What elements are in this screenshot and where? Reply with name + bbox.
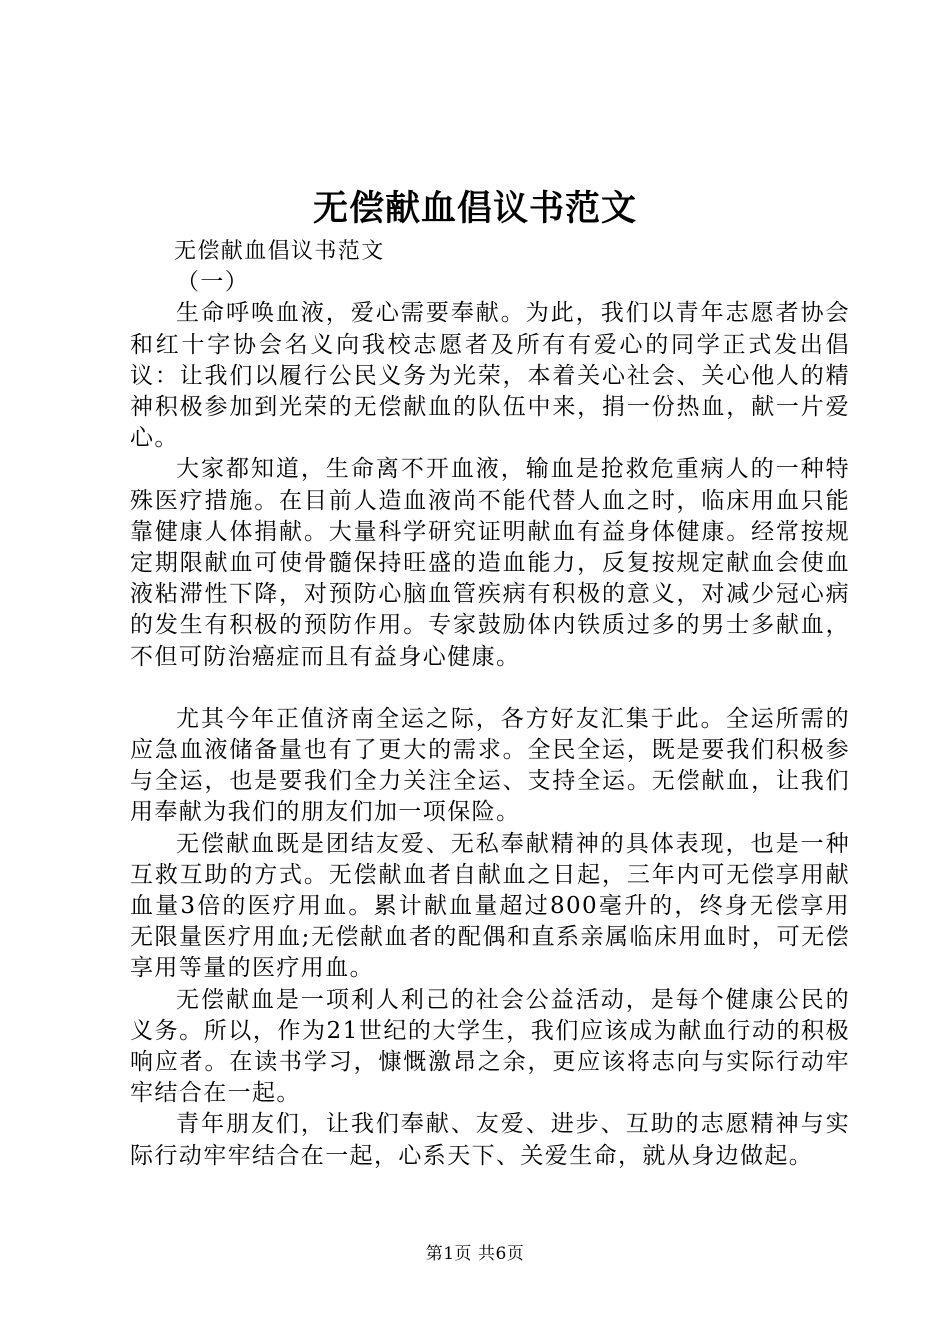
paragraph-5: 无偿献血是一项利人利己的社会公益活动，是每个健康公民的义务。所以，作为21世纪的大学生，我们应该成为献血行动的积极响应者。在读书学习，慷慨激昂之余，更应该将志向与实际行动牢牢结合在一起。 — [130, 986, 850, 1107]
paragraph-6: 青年朋友们，让我们奉献、友爱、进步、互助的志愿精神与实际行动牢牢结合在一起，心系天下、关爱生命，就从身边做起。 — [130, 1111, 850, 1169]
paragraph-4: 无偿献血既是团结友爱、无私奉献精神的具体表现，也是一种互救互助的方式。无偿献血者自献血之日起，三年内可无偿享用献血量3倍的医疗用血。累计献血量超过800毫升的，终身无偿享用无限量医疗用血;无偿献血者的配偶和直系亲属临床用血时，可无偿享用等量的医疗用血。 — [130, 830, 850, 982]
paragraph-2: 大家都知道，生命离不开血液，输血是抢救危重病人的一种特殊医疗措施。在目前人造血液尚不能代替人血之时，临床用血只能靠健康人体捐献。大量科学研究证明献血有益身体健康。经常按规定期限献血可使骨髓保持旺盛的造血能力，反复按规定献血会使血液粘滞性下降，对预防心脑血管疾病有积极的意义，对减少冠心病的发生有积极的预防作用。专家鼓励体内铁质过多的男士多献血，不但可防治癌症而且有益身心健康。 — [130, 456, 850, 670]
paragraph-1: 生命呼唤血液，爱心需要奉献。为此，我们以青年志愿者协会和红十字协会名义向我校志愿者及所有有爱心的同学正式发出倡议：让我们以履行公民义务为光荣，本着关心社会、关心他人的精神积极参加到光荣的无偿献血的队伍中来，捐一份热血，献一片爱心。 — [130, 300, 850, 452]
paragraph-3: 尤其今年正值济南全运之际，各方好友汇集于此。全运所需的应急血液储备量也有了更大的需求。全民全运，既是要我们积极参与全运，也是要我们全力关注全运、支持全运。无偿献血，让我们用奉献为我们的朋友们加一项保险。 — [130, 705, 850, 826]
section-label: （一） — [176, 269, 250, 296]
document-subtitle: 无偿献血倡议书范文 — [174, 239, 385, 264]
document-body — [130, 236, 850, 1172]
document-title: 无偿献血倡议书范文 — [312, 188, 637, 229]
paragraph-spacer — [130, 673, 850, 704]
page-footer: 第1页 共6页 — [425, 1244, 525, 1264]
